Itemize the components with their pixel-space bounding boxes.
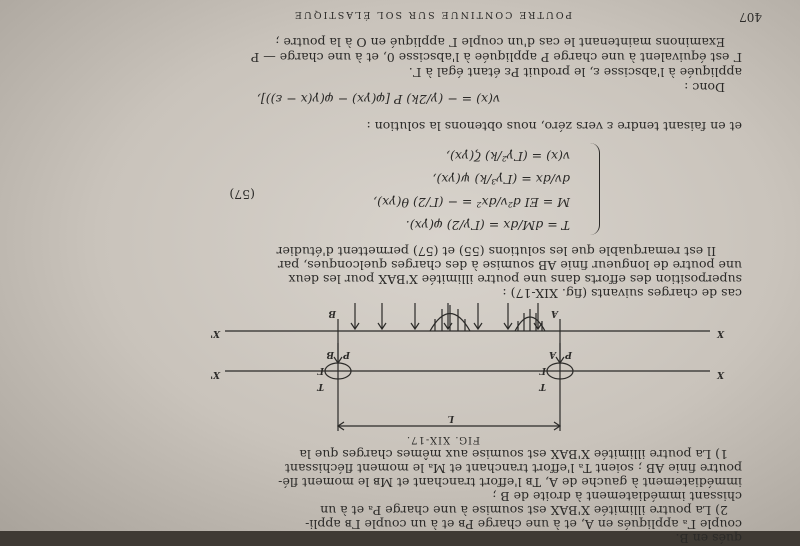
label-x-prime-upper: X' (210, 328, 220, 338)
limit-sentence: et en faisant tendre ε vers zéro, nous obtenons la solution : (366, 119, 742, 134)
intro-line-2: Γ est équivalent à une charge P appliquée à l'abscisse 0, et à une charge — P (250, 50, 742, 65)
label-a-lower: A (549, 349, 556, 359)
remark-line-2: une poutre de longueur finie AB soumise à des charges quelconques, par (277, 258, 742, 273)
case-line-6: couple Γₐ appliqués en A, et à une charge Pʙ et à un couple Γʙ appli- (305, 517, 742, 532)
label-pa: P (565, 349, 572, 359)
label-x-lower: X (717, 369, 724, 379)
page-number: 407 (739, 10, 762, 24)
remark-line-4: cas de charges suivants (fig. XIX-17) : (502, 286, 742, 301)
case-line-5: 2) La poutre illimitée X'BAX est soumise à une charge Pₐ et à un (320, 503, 728, 518)
label-tb: T (317, 381, 324, 391)
remark-line-1: Il est remarquable que les solutions (55) et (57) permettent d'étudier (276, 244, 716, 259)
label-ga: Γ (539, 365, 546, 375)
donc-label: Donc : (684, 80, 725, 95)
label-gb: Γ (317, 365, 324, 375)
case-line-7: qués en B. (675, 531, 742, 546)
figure-caption: FIG. XIX-17. (406, 434, 480, 445)
intro-line-3: appliquée à l'abscisse ε, le produit Pε étant égal à Γ. (408, 65, 742, 80)
case-line-3: immédiatement à gauche de A, Tʙ l'effort tranchant et Mʙ le moment flé- (278, 475, 742, 490)
label-b-lower: B (326, 349, 334, 359)
system-line-2: dv/dx = (Γγ³/k) ψ(γx), (432, 172, 570, 187)
load-arrows (351, 303, 542, 329)
case-line-2: poutre finie AB ; soient Tₐ l'effort tranchant et Mₐ le moment fléchissant (284, 461, 742, 476)
system-line-1: v(x) = (Γγ²/k) ζ(γx), (446, 149, 570, 164)
label-x-upper: X (717, 328, 724, 338)
equation-number: (57) (229, 187, 255, 202)
label-x-prime-lower: X' (210, 369, 220, 379)
label-length: L (447, 413, 454, 423)
running-title: POUTRE CONTINUE SUR SOL ÉLASTIQUE (292, 9, 572, 20)
remark-line-3: superposition des efforts dans une poutre illimitée X'BAX pour les deux (288, 272, 742, 287)
equation-v: v(x) = − (γ/2k) P [φ(γx) − φ(γ(x − ε))], (256, 92, 500, 107)
label-b-upper: B (328, 308, 336, 318)
label-pb: P (343, 349, 350, 359)
case-line-1: 1) La poutre illimitée X'BAX est soumise aux mêmes charges que la (299, 447, 728, 462)
system-line-3: M = EI d²v/dx² = − (Γ/2) θ(γx), (373, 195, 570, 210)
intro-line-1: Examinons maintenant le cas d'un couple Γ appliqué en O à la poutre ; (275, 35, 725, 50)
label-a-upper: A (551, 308, 558, 318)
system-line-4: T = dM/dx = (Γγ/2) φ(γx). (405, 218, 570, 233)
case-line-4: chissant immédiatement à droite de B ; (492, 489, 742, 504)
label-ta: T (539, 381, 546, 391)
